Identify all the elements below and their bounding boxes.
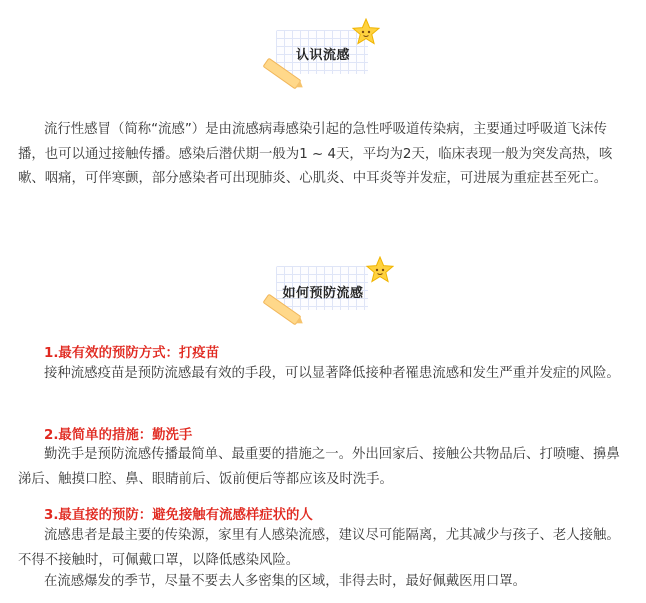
paragraph-handwash: 勤洗手是预防流感传播最简单、最重要的措施之一。外出回家后、接触公共物品后、打喷嚏、擤鼻涕后、触摸口腔、鼻、眼睛前后、饭前便后等都应该及时洗手。	[18, 447, 620, 487]
section-title: 如何预防流感	[282, 286, 364, 301]
paragraph-vaccine: 接种流感疫苗是预防流感最有效的手段，可以显著降低接种者罹患流感和发生严重并发症的风险。	[44, 366, 620, 381]
section-title: 认识流感	[295, 48, 350, 63]
intro-paragraph: 流行性感冒（简称“流感”）是由流感病毒感染引起的急性呼吸道传染病，主要通过呼吸道飞沫传播，也可以通过接触传播。感染后潜伏期一般为1 ~ 4天，平均为2天，临床表现一般为突发高热，咳嗽、咽痛，可伴寒颤，部分感染者可出现肺炎、心肌炎、中耳炎等并发症，可进展为重症甚至死亡。	[18, 122, 613, 186]
section-heading-1	[0, 18, 646, 88]
paragraph-avoid-contact: 流感患者是最主要的传染源，家里有人感染流感，建议尽可能隔离，尤其减少与孩子、老人接触。不得不接触时，可佩戴口罩，以降低感染风险。	[18, 528, 620, 568]
star-icon	[352, 18, 380, 46]
paragraph-crowds: 在流感爆发的季节，尽量不要去人多密集的区域，非得去时，最好佩戴医用口罩。	[44, 574, 527, 589]
section-heading-2	[0, 256, 646, 326]
sub-heading-handwash: 2.最简单的措施：勤洗手	[44, 428, 193, 443]
sub-heading-vaccine: 1.最有效的预防方式：打疫苗	[44, 346, 220, 361]
star-icon	[366, 256, 394, 284]
sub-heading-avoid-contact: 3.最直接的预防：避免接触有流感样症状的人	[44, 508, 313, 523]
